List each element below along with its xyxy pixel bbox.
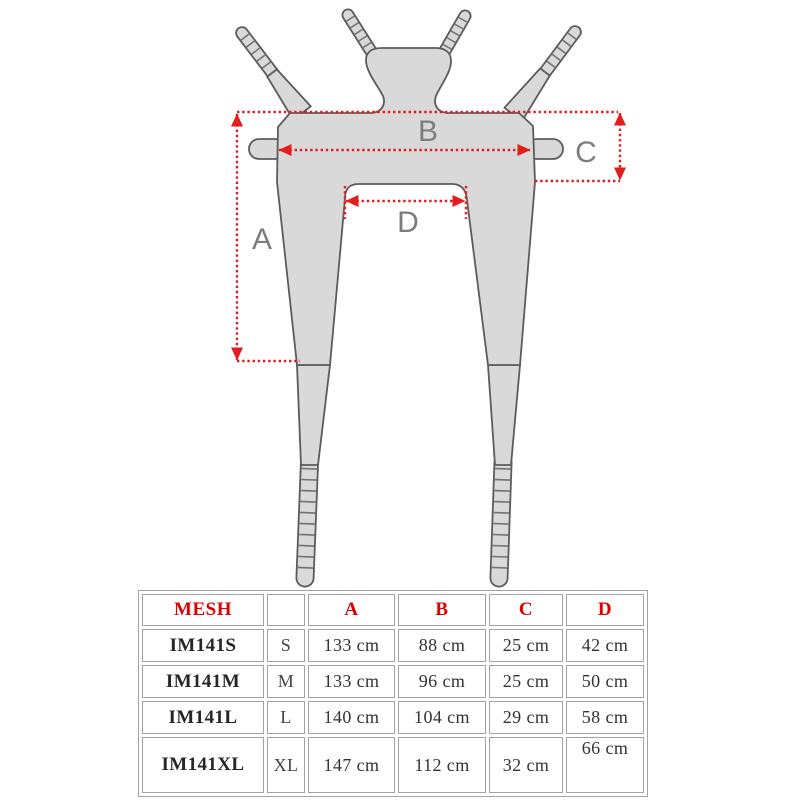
dimension-a-label: A xyxy=(251,223,273,256)
dimension-c-cell: 32 cm xyxy=(489,737,563,793)
left-shoulder-strap xyxy=(242,33,311,120)
dimension-d-label: D xyxy=(397,206,419,239)
table-row xyxy=(142,737,644,793)
right-shoulder-strap xyxy=(504,32,575,121)
dimension-d-cell: 50 cm xyxy=(566,665,644,698)
header-size xyxy=(267,594,305,626)
header-model: MESH xyxy=(142,594,264,626)
sling xyxy=(242,15,575,578)
header-dimension-d: D xyxy=(566,594,644,626)
dimension-d-cell: 58 cm xyxy=(566,701,644,734)
right-leg-strap xyxy=(488,365,520,578)
header-dimension-b: B xyxy=(398,594,486,626)
left-leg-strap xyxy=(297,365,330,578)
dimension-b-label: B xyxy=(417,115,439,148)
size-chart-table xyxy=(138,590,648,797)
dimension-b-cell: 96 cm xyxy=(398,665,486,698)
model-cell: IM141S xyxy=(142,629,264,662)
leg-strap-taper xyxy=(488,365,520,465)
dimension-a-cell: 147 cm xyxy=(308,737,395,793)
model-cell: IM141M xyxy=(142,665,264,698)
dimension-c-cell: 29 cm xyxy=(489,701,563,734)
dimension-c-cell: 25 cm xyxy=(489,629,563,662)
model-cell: IM141XL xyxy=(142,737,264,793)
table-row xyxy=(142,701,644,734)
table-header-row xyxy=(142,594,644,626)
table-row xyxy=(142,665,644,698)
header-dimension-c: C xyxy=(489,594,563,626)
table-row xyxy=(142,629,644,662)
dimension-a-cell: 133 cm xyxy=(308,629,395,662)
dimension-a-cell: 140 cm xyxy=(308,701,395,734)
dimension-c-cell: 25 cm xyxy=(489,665,563,698)
model-cell: IM141L xyxy=(142,701,264,734)
strap-webbing xyxy=(543,32,575,75)
size-cell: M xyxy=(267,665,305,698)
dimension-c-label: C xyxy=(575,136,597,169)
leg-strap-taper xyxy=(297,365,330,465)
dimension-b-cell: 104 cm xyxy=(398,701,486,734)
header-dimension-a: A xyxy=(308,594,395,626)
dimension-b-cell: 112 cm xyxy=(398,737,486,793)
dimension-d-cell: 42 cm xyxy=(566,629,644,662)
dimension-a-cell: 133 cm xyxy=(308,665,395,698)
strap-webbing xyxy=(242,33,274,75)
size-cell: XL xyxy=(267,737,305,793)
dimension-d-cell: 66 cm xyxy=(566,737,644,793)
size-cell: S xyxy=(267,629,305,662)
size-cell: L xyxy=(267,701,305,734)
dimension-b-cell: 88 cm xyxy=(398,629,486,662)
